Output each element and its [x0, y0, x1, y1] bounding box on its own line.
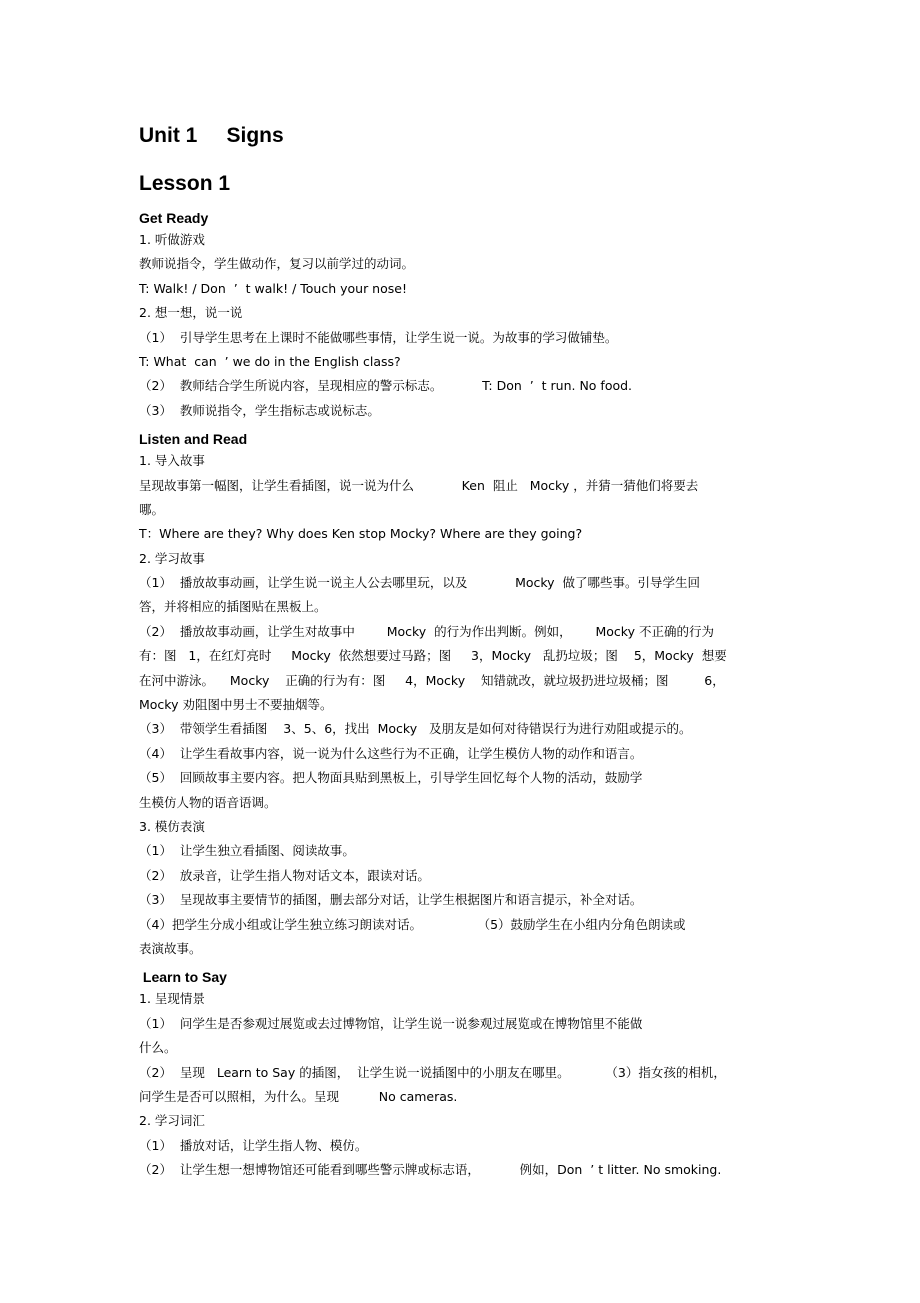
- text-line: 1. 导入故事: [139, 453, 205, 469]
- text-line: （2） 教师结合学生所说内容，呈现相应的警示标志。 T: Don ’ t run. No food.: [139, 378, 633, 394]
- text-line: 1. 呈现情景: [139, 991, 205, 1007]
- text-line: T: Walk! / Don ’ t walk! / Touch your nose!: [139, 280, 407, 296]
- sections-container: [139, 208, 784, 1182]
- text-line: （3） 呈现故事主要情节的插图，删去部分对话，让学生根据图片和语言提示，补全对话。: [139, 892, 643, 908]
- text-line: （4） 让学生看故事内容，说一说为什么这些行为不正确，让学生模仿人物的动作和语言。: [139, 745, 643, 761]
- text-line: Mocky 劝阻图中男士不要抽烟等。: [139, 697, 333, 713]
- text-line: T：Where are they? Why does Ken stop Mocky? Where are they going?: [139, 526, 583, 542]
- text-line: （3） 教师说指令，学生指标志或说标志。: [139, 402, 380, 418]
- text-line: 什么。: [139, 1040, 177, 1056]
- text-line: 1. 听做游戏: [139, 232, 205, 247]
- text-line: 呈现故事第一幅图，让学生看插图，说一说为什么 Ken 阻止 Mocky ，并猜一猜他们将要去: [139, 477, 699, 493]
- lesson-title: Lesson 1: [139, 172, 231, 195]
- text-line: （1） 让学生独立看插图、阅读故事。: [139, 843, 355, 859]
- text-line: （3） 带领学生看插图 3、5、6，找出 Mocky 及朋友是如何对待错误行为进行劝阻或提示的。: [139, 721, 692, 737]
- text-line: T: What can ’ we do in the English class?: [139, 353, 401, 369]
- text-line: 有：图 1，在红灯亮时 Mocky 依然想要过马路；图 3，Mocky 乱扔垃圾；图 5，Mocky 想要: [139, 648, 727, 664]
- section: [139, 967, 784, 1182]
- section-heading: Listen and Read: [139, 431, 248, 448]
- text-line: 表演故事。: [139, 940, 202, 956]
- text-line: （2） 播放故事动画，让学生对故事中 Mocky 的行为作出判断。例如， Mocky 不正确的行为: [139, 623, 714, 639]
- text-line: 答，并将相应的插图贴在黑板上。: [139, 599, 327, 615]
- text-line: 在河中游泳。 Mocky 正确的行为有：图 4，Mocky 知错就改，就垃圾扔进垃圾桶；图 6，: [139, 672, 725, 688]
- text-line: （2） 呈现 Learn to Say 的插图， 让学生说一说插图中的小朋友在哪里。 （3）指女孩的相机，: [139, 1064, 726, 1080]
- text-line: 问学生是否可以照相，为什么。呈现 No cameras.: [139, 1088, 458, 1104]
- section-heading: Learn to Say: [139, 969, 227, 986]
- section-heading: Get Ready: [139, 210, 209, 226]
- text-line: （4）把学生分成小组或让学生独立练习朗读对话。 （5）鼓励学生在小组内分角色朗读或: [139, 916, 686, 932]
- text-line: 3. 模仿表演: [139, 818, 205, 834]
- text-line: 生模仿人物的语音语调。: [139, 794, 277, 810]
- text-line: （5） 回顾故事主要内容。把人物面具贴到黑板上，引导学生回忆每个人物的活动，鼓励学: [139, 770, 643, 786]
- text-line: （1） 播放故事动画，让学生说一说主人公去哪里玩，以及 Mocky 做了哪些事。引导学生回: [139, 575, 701, 591]
- text-line: 2. 学习词汇: [139, 1113, 205, 1129]
- text-line: 教师说指令，学生做动作，复习以前学过的动词。: [139, 256, 415, 272]
- text-line: （1） 问学生是否参观过展览或去过博物馆，让学生说一说参观过展览或在博物馆里不能做: [139, 1015, 643, 1031]
- text-line: 2. 想一想，说一说: [139, 305, 243, 321]
- text-line: （2） 让学生想一想博物馆还可能看到哪些警示牌或标志语， 例如，Don ’ t litter. No smoking.: [139, 1162, 722, 1178]
- document-page: [139, 120, 784, 1182]
- text-line: （1） 引导学生思考在上课时不能做哪些事情，让学生说一说。为故事的学习做铺垫。: [139, 329, 618, 345]
- text-line: （2） 放录音，让学生指人物对话文本，跟读对话。: [139, 867, 430, 883]
- unit-title: Unit 1 Signs: [139, 124, 284, 147]
- section: [139, 429, 784, 961]
- text-line: 2. 学习故事: [139, 550, 205, 566]
- text-line: （1） 播放对话，让学生指人物、模仿。: [139, 1137, 368, 1153]
- text-line: 哪。: [139, 501, 165, 517]
- section: [139, 208, 784, 423]
